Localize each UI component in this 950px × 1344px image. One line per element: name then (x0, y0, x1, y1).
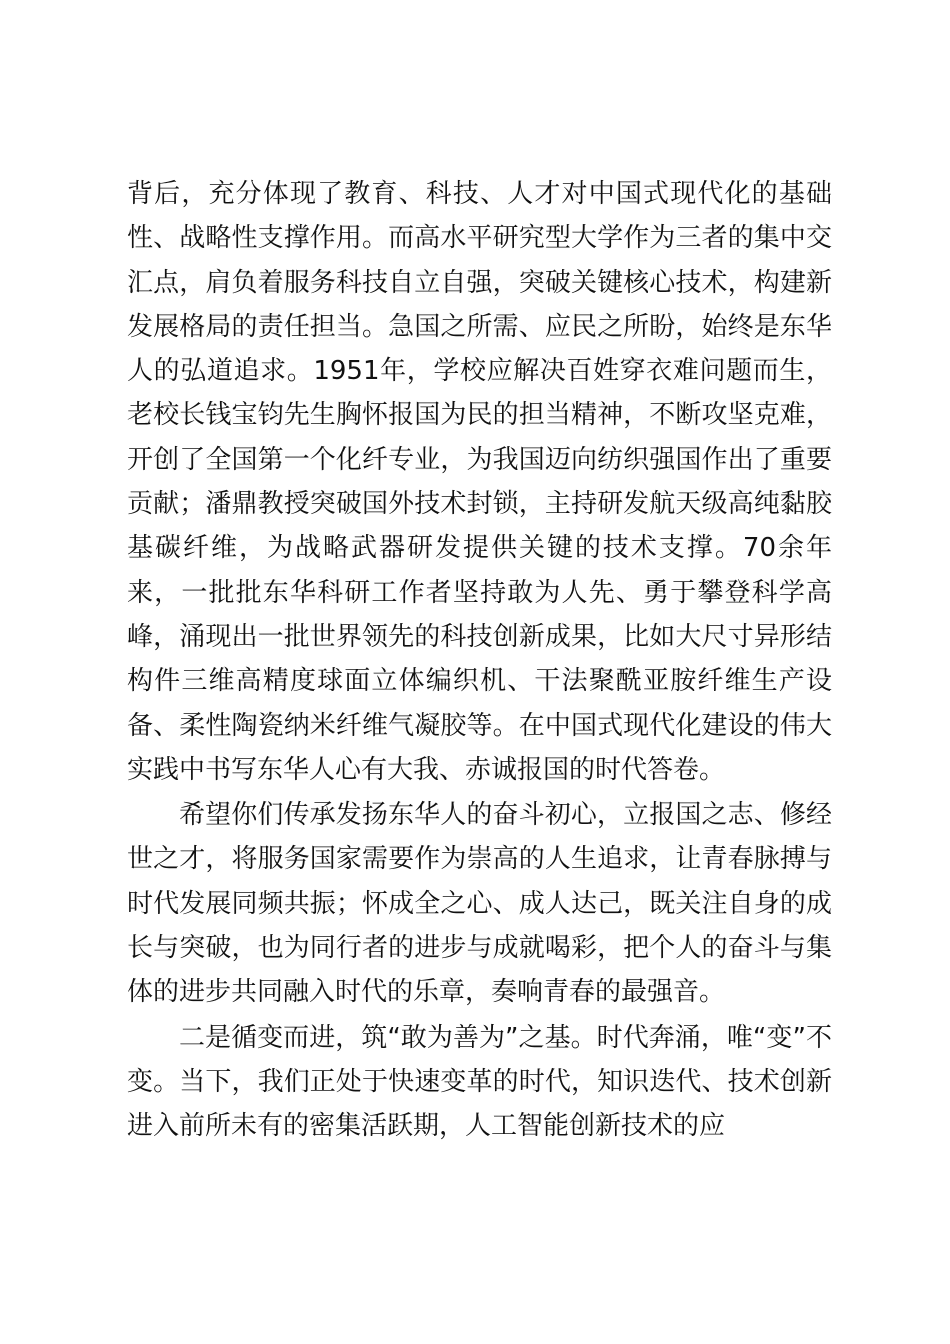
paragraph-second-point: 二是循变而进，筑“敢为善为”之基。时代奔涌，唯“变”不变。当下，我们正处于快速变革的时代，知识迭代、技术创新进入前所未有的密集活跃期，人工智能创新技术的应 (127, 1022, 832, 1142)
paragraph-continuation: 背后，充分体现了教育、科技、人才对中国式现代化的基础性、战略性支撑作用。而高水平研究型大学作为三者的集中交汇点，肩负着服务科技自立自强，突破关键核心技术，构建新发展格局的责任担当。急国之所需、应民之所盼，始终是东华人的弘道追求。1951年，学校应解决百姓穿衣难问题而生，老校长钱宝钧先生胸怀报国为民的担当精神，不断攻坚克难，开创了全国第一个化纤专业，为我国迈向纺织强国作出了重要贡献；潘鼎教授突破国外技术封锁，主持研发航天级高纯黏胶基碳纤维，为战略武器研发提供关键的技术支撑。70余年来，一批批东华科研工作者坚持敢为人先、勇于攀登科学高峰，涌现出一批世界领先的科技创新成果，比如大尺寸异形结构件三维高精度球面立体编织机、干法聚酰亚胺纤维生产设备、柔性陶瓷纳米纤维气凝胶等。在中国式现代化建设的伟大实践中书写东华人心有大我、赤诚报国的时代答卷。 (127, 179, 832, 785)
paragraph-hope: 希望你们传承发扬东华人的奋斗初心，立报国之志、修经世之才，将服务国家需要作为崇高的人生追求，让青春脉搏与时代发展同频共振；怀成全之心、成人达己，既关注自身的成长与突破，也为同行者的进步与成就喝彩，把个人的奋斗与集体的进步共同融入时代的乐章，奏响青春的最强音。 (127, 800, 832, 1008)
body-text (127, 172, 832, 1149)
